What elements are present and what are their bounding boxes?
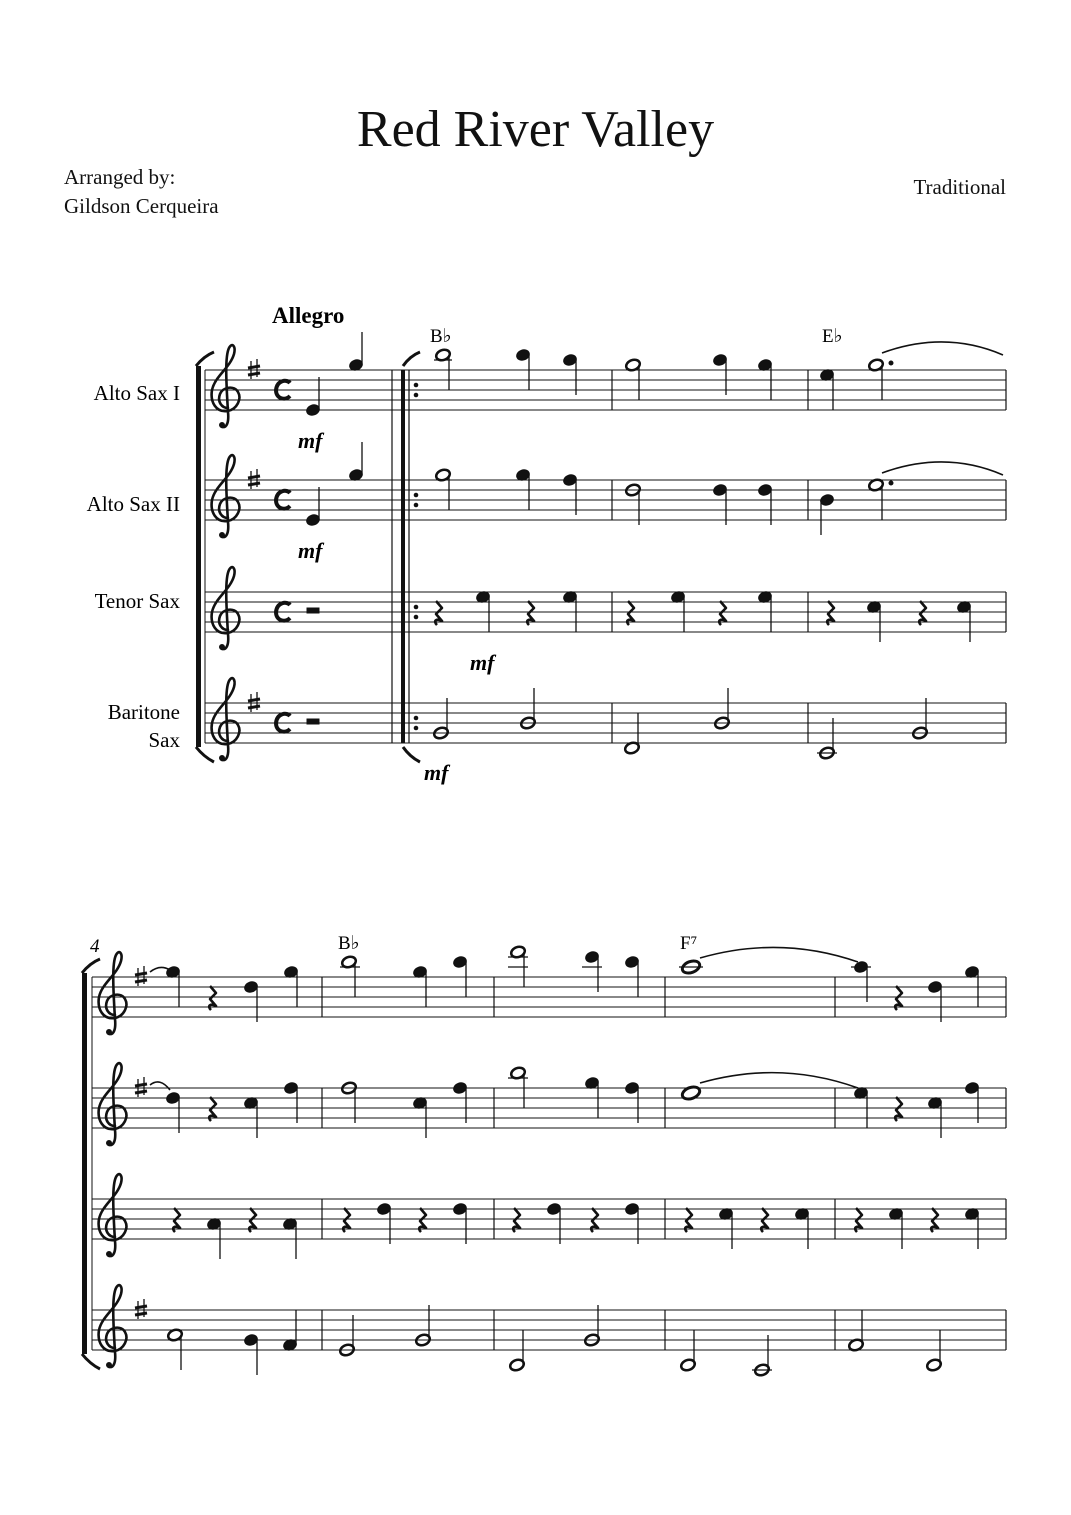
repeat-dots bbox=[414, 383, 419, 731]
notes-tenor-sax bbox=[307, 590, 972, 642]
instrument-label: Alto Sax II bbox=[86, 492, 180, 516]
instrument-label: Sax bbox=[148, 728, 180, 752]
instrument-label: Baritone bbox=[107, 700, 180, 724]
notes-alto-sax-2-system-2 bbox=[150, 1066, 980, 1138]
system-1 bbox=[87, 303, 1006, 785]
tempo-marking: Allegro bbox=[272, 303, 345, 328]
notes-alto-sax-2 bbox=[305, 442, 1003, 535]
staff-lines bbox=[92, 977, 1006, 1350]
chord-symbol: F⁷ bbox=[680, 933, 698, 954]
instrument-label: Alto Sax I bbox=[93, 381, 180, 405]
composer-credit: Traditional bbox=[913, 175, 1006, 199]
chord-symbol: B♭ bbox=[430, 326, 452, 347]
notes-baritone-sax bbox=[307, 688, 928, 760]
dynamic-marking: mf bbox=[470, 650, 495, 675]
measure-number: 4 bbox=[90, 936, 100, 957]
chord-symbol: B♭ bbox=[338, 933, 360, 954]
system-bracket bbox=[82, 959, 100, 1369]
clefs bbox=[212, 345, 240, 761]
system-2 bbox=[82, 933, 1006, 1377]
instrument-label: Tenor Sax bbox=[94, 589, 180, 613]
arranger-label: Arranged by: bbox=[64, 165, 176, 189]
time-signatures bbox=[276, 381, 290, 732]
dynamic-marking: mf bbox=[298, 538, 323, 563]
notes-alto-sax-1-system-2 bbox=[150, 945, 980, 1022]
key-signatures bbox=[248, 359, 260, 712]
notes-baritone-sax-system-2 bbox=[167, 1305, 943, 1377]
notes-alto-sax-1 bbox=[305, 332, 1003, 417]
key-signatures bbox=[135, 966, 147, 1319]
dynamic-marking: mf bbox=[298, 428, 323, 453]
clefs bbox=[99, 952, 127, 1368]
page-title: Red River Valley bbox=[356, 101, 715, 158]
arranger-name: Gildson Cerqueira bbox=[64, 194, 219, 218]
staff-lines bbox=[205, 370, 1006, 743]
system-bracket bbox=[196, 352, 214, 762]
chord-symbol: E♭ bbox=[822, 326, 843, 347]
dynamic-marking: mf bbox=[424, 760, 449, 785]
barlines bbox=[322, 977, 1006, 1350]
barlines bbox=[392, 370, 1006, 743]
notes-tenor-sax-system-2 bbox=[173, 1202, 980, 1259]
